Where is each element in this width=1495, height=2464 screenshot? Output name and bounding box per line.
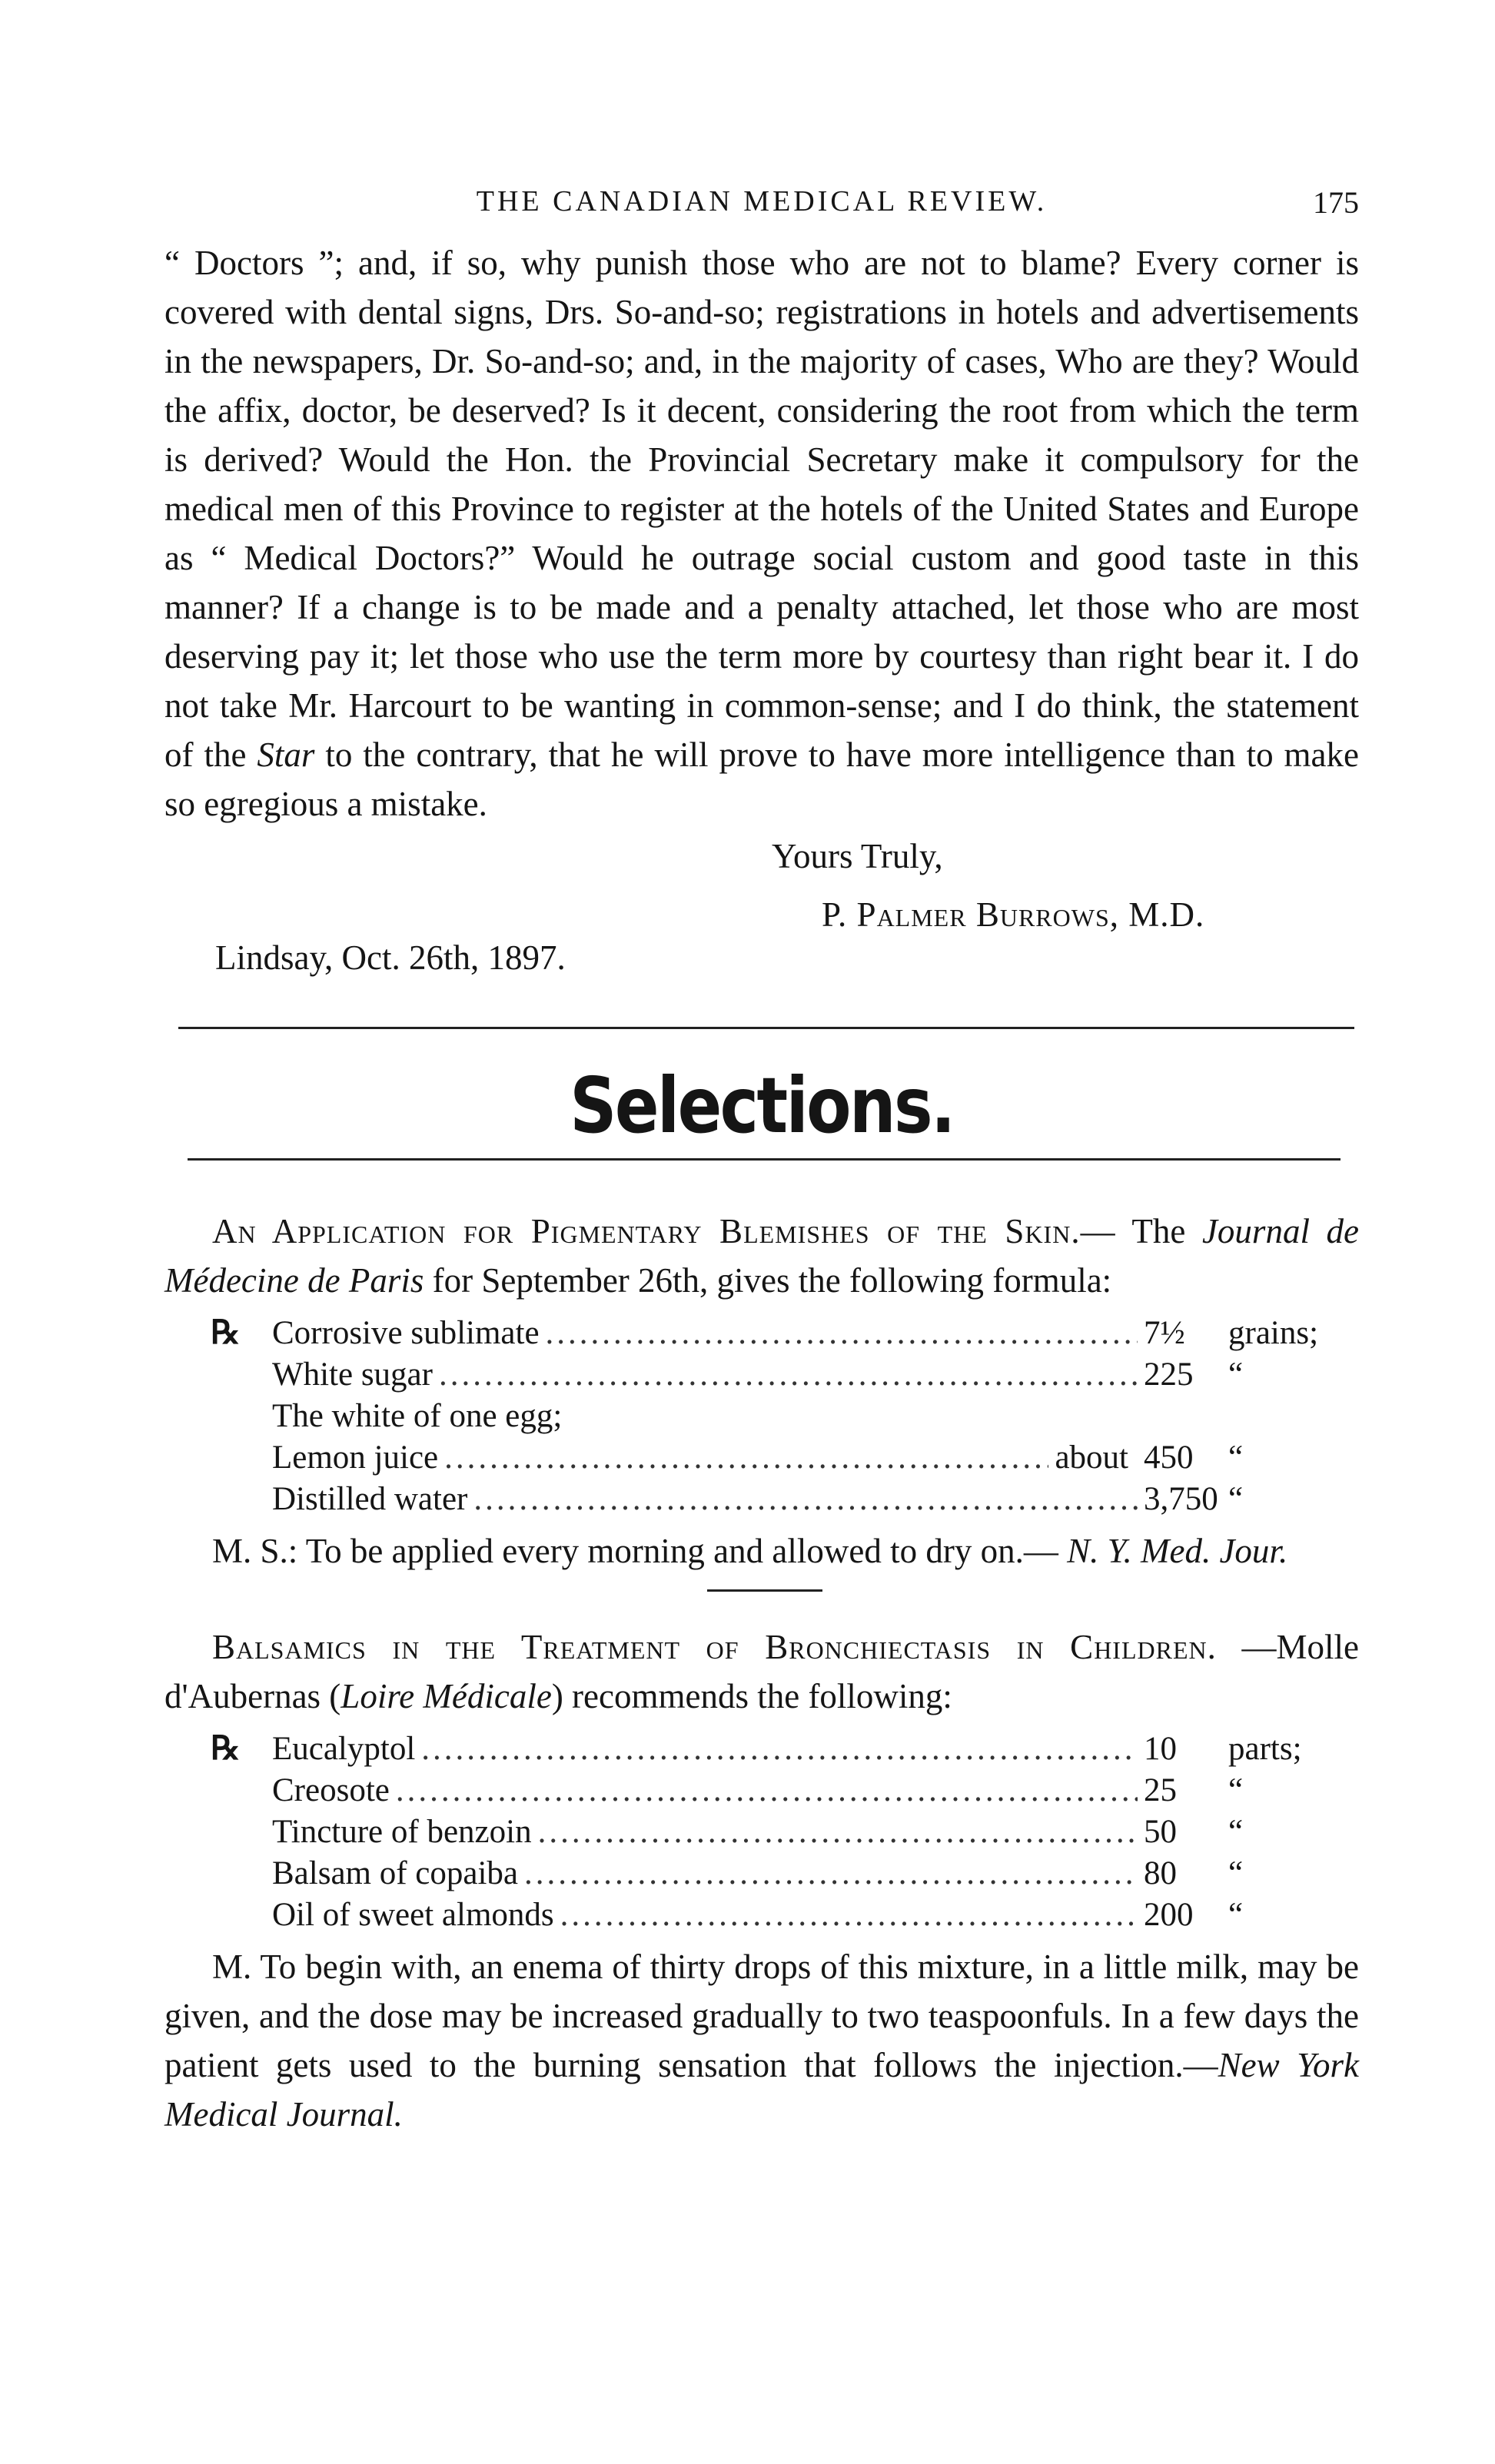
recipe-row [164,1354,1359,1396]
dot-leader [421,1728,1138,1770]
ingredient-name: White sugar [272,1357,433,1393]
ingredient-name: The white of one egg; [272,1398,563,1434]
ingredient-unit: “ [1228,1357,1244,1393]
ingredient-name: Oil of sweet almonds [272,1897,554,1933]
article-intro [164,1207,1359,1305]
divider-top [178,1027,1354,1029]
ingredient-name: Balsam of copaiba [272,1855,519,1891]
recipe-row [164,1894,1359,1936]
short-divider [707,1589,822,1592]
letter-closing: Yours Truly, [772,837,943,875]
recipe-row [164,1396,1359,1437]
article-heading: Balsamics in the Treatment of Bronchiectasis in Children. [212,1628,1217,1666]
ingredient-name: Creosote [272,1772,390,1808]
ingredient-unit: “ [1228,1855,1244,1891]
journal-title: THE CANADIAN MEDICAL REVIEW. [476,185,1048,218]
recipe-row [164,1313,1359,1354]
ingredient-qty: 225 [1144,1357,1194,1393]
letter-place-date: Lindsay, Oct. 26th, 1897. [215,938,566,977]
intro-pre: —Molle d'Aubernas ( [164,1628,1360,1715]
letter-paragraph [164,238,1359,829]
ingredient-qty: 7½ [1144,1315,1185,1351]
divider-bottom [188,1158,1341,1161]
dot-leader [538,1811,1138,1853]
article-bronchiectasis [164,1622,1359,2139]
dot-leader [396,1770,1138,1811]
dot-leader [473,1479,1138,1520]
letter-text-end: to the contrary, that he will prove to have more intelligence than to make so egregious a mistake. [164,736,1359,823]
ingredient-unit: grains; [1228,1315,1319,1351]
ingredient-name: Corrosive sublimate [272,1315,540,1351]
journal-name: Journal de Médecine de Paris [164,1212,1360,1300]
ingredient-qty: 450 [1144,1440,1194,1476]
star-newspaper: Star [257,736,315,774]
recipe-row [164,1479,1359,1520]
letter-body [164,238,1359,829]
page [164,184,1359,2139]
article-directions [164,1526,1359,1576]
ingredient-name: Eucalyptol [272,1731,416,1767]
recipe-row [164,1853,1359,1894]
ingredient-name: Distilled water [272,1481,468,1517]
dot-leader [439,1354,1138,1396]
ingredient-unit: “ [1228,1481,1244,1517]
ingredient-name: Tincture of benzoin [272,1814,532,1850]
recipe-list [164,1313,1359,1520]
letter-signature: P. Palmer Burrows, M.D. [822,895,1205,934]
ingredient-unit: “ [1228,1897,1244,1933]
directions-text: M. To begin with, an enema of thirty drops of this mixture, in a little milk, may be given, and the dose may be increased gradually to two teaspoonfuls. In a few days the patient gets used to the burning sensation that follows the injection.— [164,1948,1359,2084]
ingredient-note: about [1055,1440,1128,1476]
ingredient-unit: “ [1228,1440,1244,1476]
intro-post: ) recommends the following: [551,1677,952,1715]
ingredient-unit: “ [1228,1772,1244,1808]
recipe-row [164,1437,1359,1479]
ingredient-qty: 50 [1144,1814,1177,1850]
page-number: 175 [1313,185,1359,220]
article-directions [164,1942,1359,2139]
dot-leader [546,1313,1138,1354]
rx-symbol: ℞ [211,1731,241,1767]
recipe-row [164,1728,1359,1770]
intro-pre: The [1131,1212,1186,1250]
recipe-row [164,1811,1359,1853]
ingredient-qty: 3,750 [1144,1481,1218,1517]
ingredient-unit: “ [1228,1814,1244,1850]
intro-post: for September 26th, gives the following formula: [432,1261,1112,1300]
article-source: N. Y. Med. Jour. [1067,1532,1288,1570]
ingredient-qty: 80 [1144,1855,1177,1891]
dot-leader [524,1853,1138,1894]
ingredient-qty: 10 [1144,1731,1177,1767]
directions-text: M. S.: To be applied every morning and allowed to dry on.— [212,1532,1058,1570]
recipe-row [164,1770,1359,1811]
running-head [164,184,1359,238]
article-pigmentary-blemishes [164,1207,1359,1592]
ingredient-unit: parts; [1228,1731,1302,1767]
letter-text: “ Doctors ”; and, if so, why punish those who are not to blame? Every corner is covered with dental signs, Drs. So-and-so; registrations in hotels and advertisements in the newspapers, Dr. So-and-so; and, in the majority of cases, Who are they? Would the affix, doctor, be deserved? Is it decent, considering the root from which the term is derived? Would the Hon. the Provincial Secretary make it compulsory for the medical men of this Province to register at the hotels of the United States and Europe as “ Medical Doctors?” Would he outrage social custom and good taste in this manner? If a change is to be made and a penalty attached, let those who are most deserving pay it; let those who use the term more by courtesy than right bear it. I do not take Mr. Harcourt to be wanting in common-sense; and I do think, the statement of the [164,244,1359,774]
article-source: New York Medical Journal. [164,2046,1360,2134]
dot-leader [560,1894,1138,1936]
rx-symbol: ℞ [211,1315,241,1351]
ingredient-qty: 200 [1144,1897,1194,1933]
article-intro [164,1622,1359,1721]
journal-name: Loire Médicale [341,1677,552,1715]
section-title: Selections. [570,1061,954,1151]
dot-leader [444,1437,1048,1479]
ingredient-name: Lemon juice [272,1440,439,1476]
article-heading: An Application for Pigmentary Blemishes of the Skin.— [212,1212,1116,1250]
recipe-list [164,1728,1359,1936]
ingredient-qty: 25 [1144,1772,1177,1808]
